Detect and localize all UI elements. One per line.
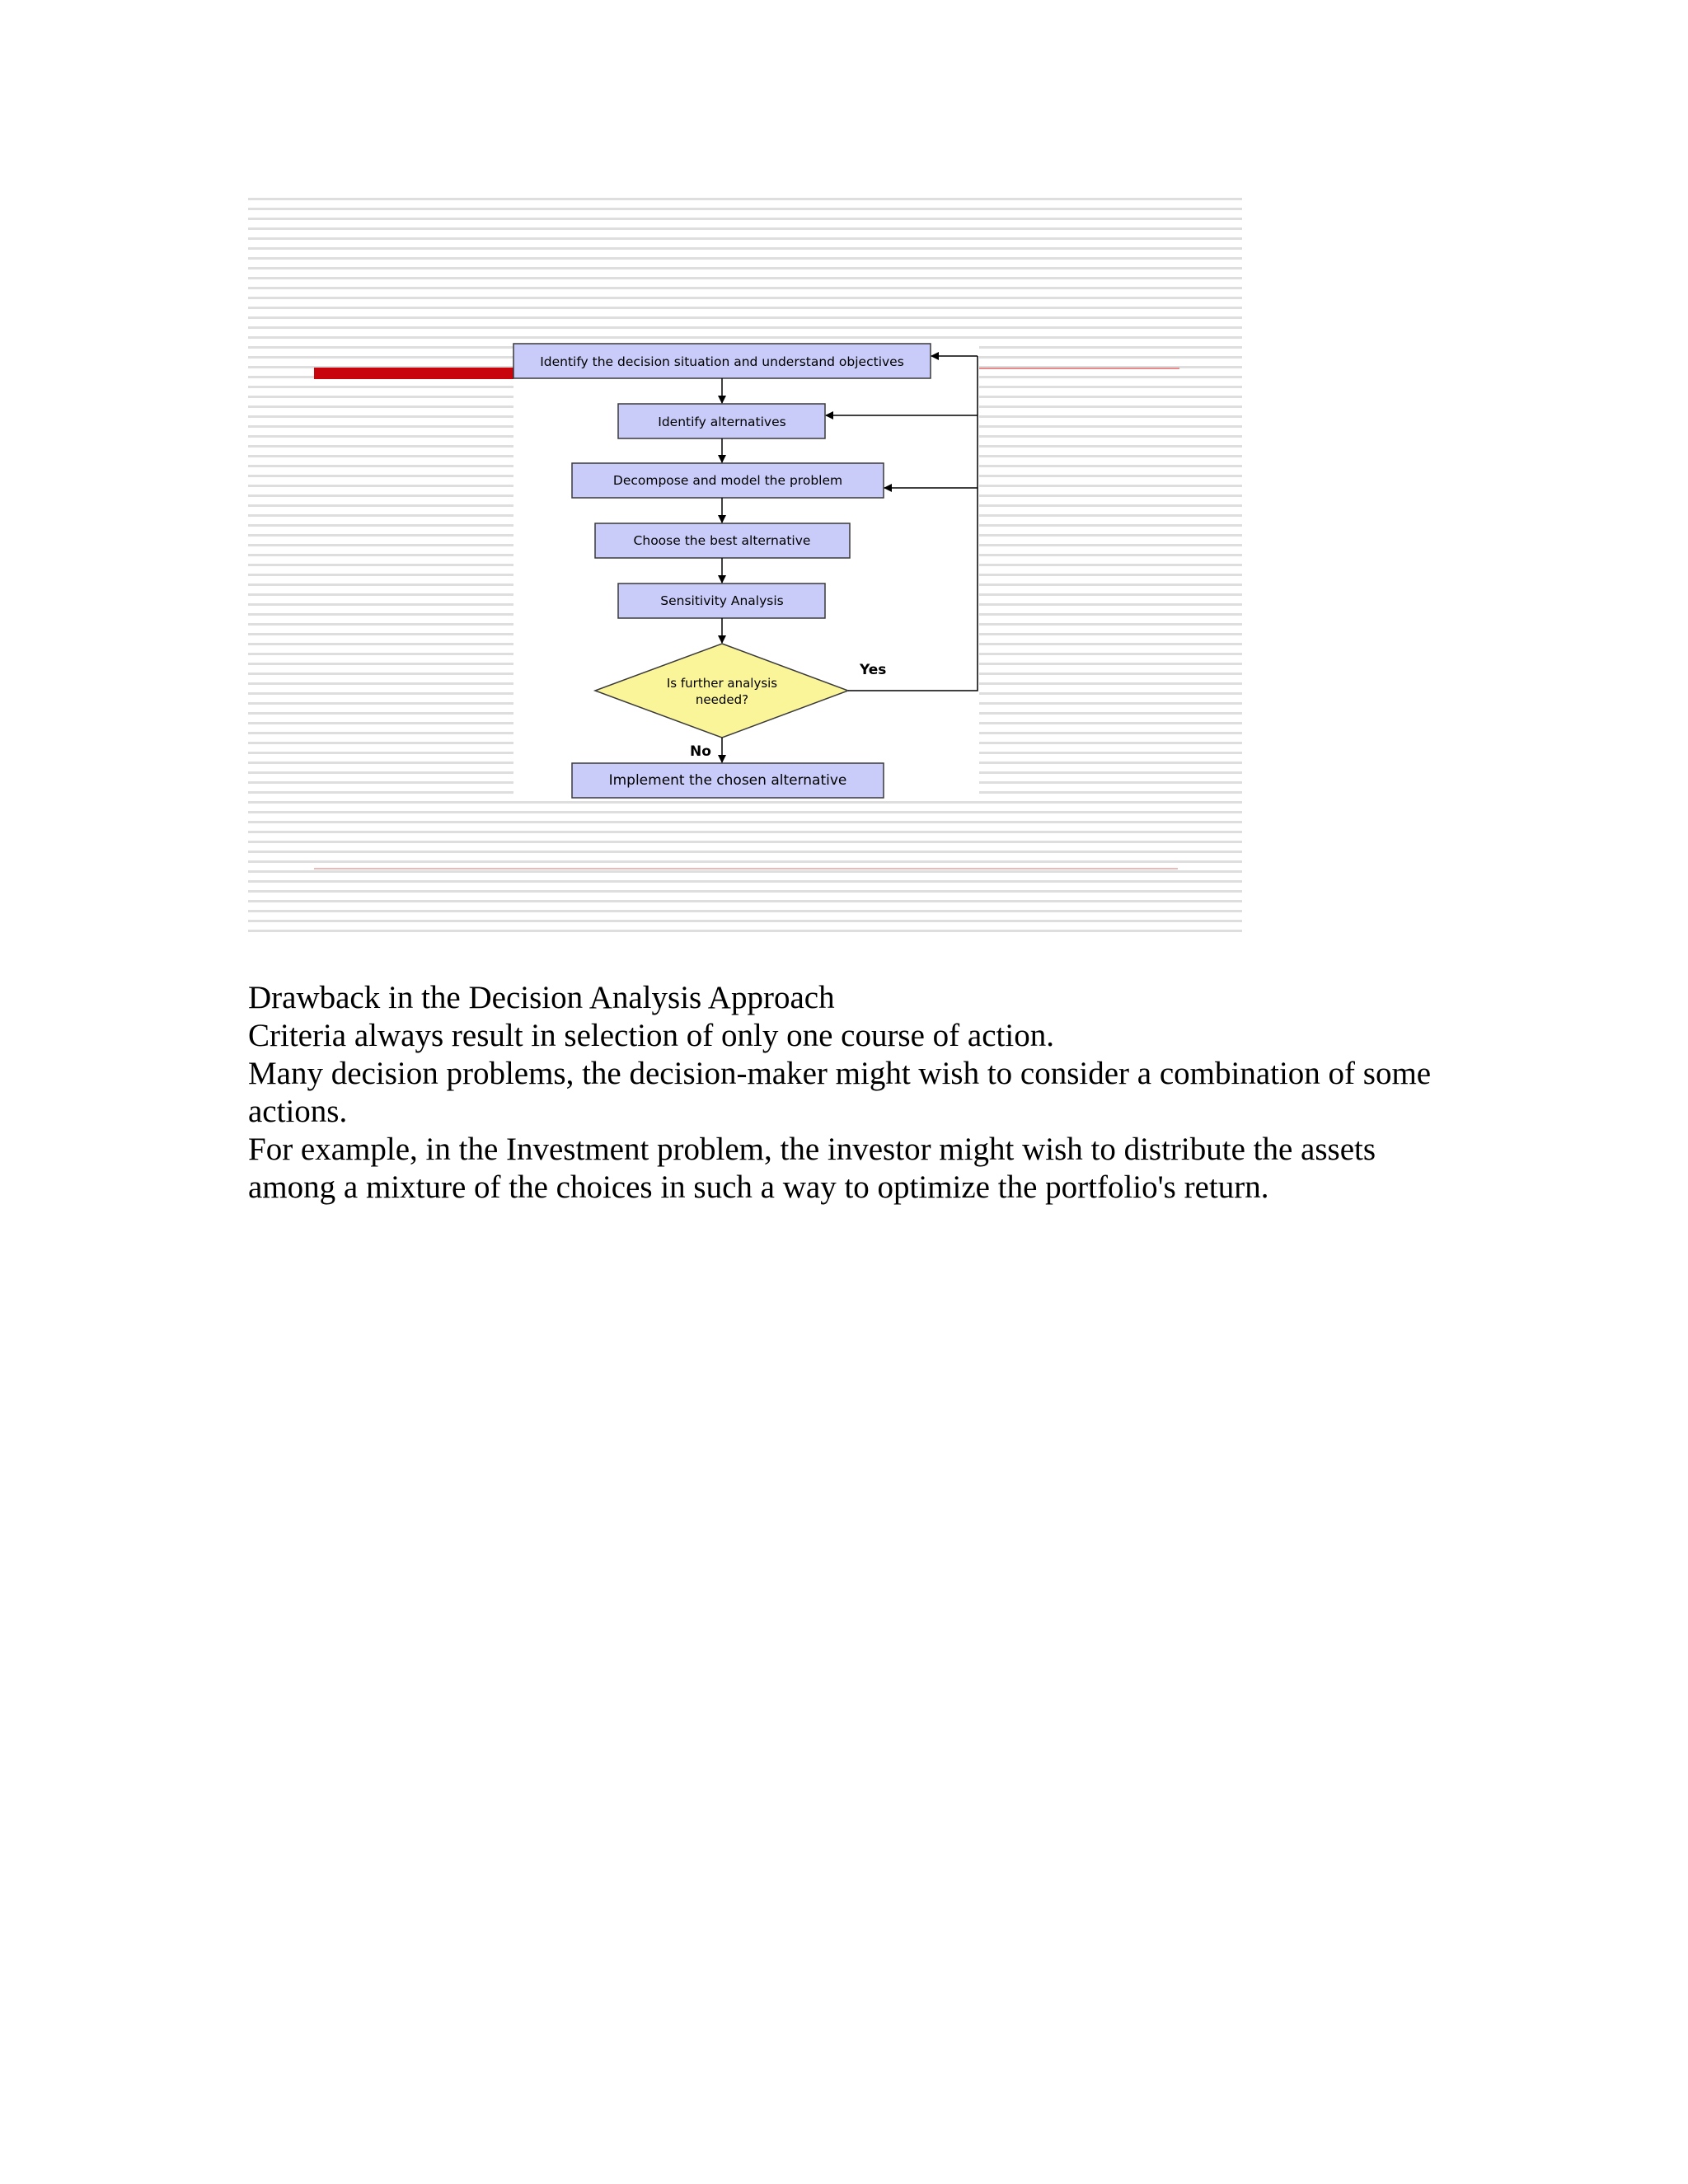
flow-step-5-label: Sensitivity Analysis [660, 593, 784, 608]
slide-image [248, 196, 1242, 936]
flow-decision-line2: needed? [695, 692, 749, 707]
flow-no-label: No [690, 743, 711, 760]
flow-step-3 [572, 463, 884, 498]
flow-step-3-label: Decompose and model the problem [612, 473, 843, 488]
paragraph-combination: Many decision problems, the decision-maker might wish to consider a combination of some actions. [248, 1056, 1432, 1129]
document-body [248, 979, 1468, 1207]
flow-final-step-label: Implement the chosen alternative [608, 772, 847, 789]
flow-step-1-label: Identify the decision situation and understand objectives [540, 354, 904, 369]
flow-decision-line1: Is further analysis [666, 676, 778, 691]
flow-step-2 [618, 404, 825, 438]
flow-step-1 [513, 344, 931, 378]
section-heading: Drawback in the Decision Analysis Approach [248, 980, 835, 1015]
flow-step-2-label: Identify alternatives [658, 415, 786, 429]
flow-yes-label: Yes [860, 662, 887, 678]
flow-step-4-label: Choose the best alternative [633, 533, 811, 548]
paragraph-example: For example, in the Investment problem, the investor might wish to distribute the assets among a mixture of the choices in such a way to optimize the portfolio's return. [248, 1132, 1376, 1205]
flow-step-5 [618, 583, 825, 618]
flow-step-4 [595, 523, 850, 558]
paragraph-criteria: Criteria always result in selection of only one course of action. [248, 1018, 1054, 1053]
flow-final-step [572, 763, 884, 798]
slide-accent-bar [314, 368, 513, 379]
